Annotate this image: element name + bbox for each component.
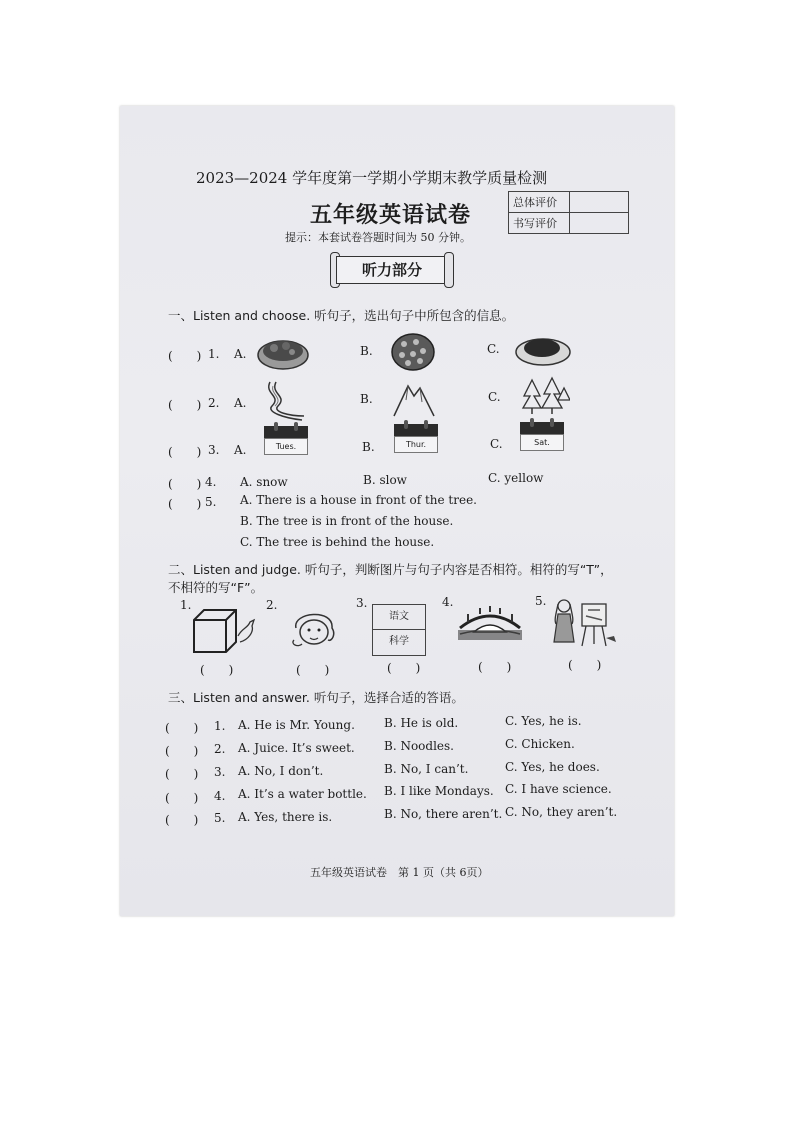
option-c: C. The tree is behind the house. xyxy=(240,535,435,549)
forest-icon xyxy=(520,376,570,416)
option-a: A. There is a house in front of the tree. xyxy=(240,493,477,507)
question-number: 2. xyxy=(208,396,220,410)
question-number: 1. xyxy=(208,347,220,361)
calendar-icon xyxy=(394,424,438,454)
option-c: C. xyxy=(488,390,501,404)
option-b: B. xyxy=(360,392,373,406)
answer-blank[interactable]: ( ) xyxy=(165,813,199,827)
subject-science: 科学 xyxy=(389,636,409,647)
section1-heading: 一、Listen and choose. 听句子，选出句子中所包含的信息。 xyxy=(168,308,515,323)
steak-plate-icon xyxy=(514,330,572,368)
option-a: A. xyxy=(234,443,247,457)
box-cat-icon xyxy=(192,606,258,654)
picture-number: 4. xyxy=(442,595,454,609)
bridge-icon xyxy=(458,602,522,642)
section3-heading: 三、Listen and answer. 听句子，选择合适的答语。 xyxy=(168,690,464,705)
option-b: B. He is old. xyxy=(384,716,459,730)
girl-face-icon xyxy=(288,606,342,650)
listening-banner-label: 听力部分 xyxy=(336,256,448,284)
eval-total-label: 总体评价 xyxy=(509,192,570,213)
option-a: A. It’s a water bottle. xyxy=(238,787,367,801)
food-bowl-icon xyxy=(256,333,310,371)
option-b: B. No, there aren’t. xyxy=(384,807,503,821)
option-b: B. slow xyxy=(363,473,407,487)
answer-blank[interactable]: ( ) xyxy=(165,791,199,805)
answer-blank[interactable]: ( ) xyxy=(168,445,202,459)
calendar-day: Thur. xyxy=(394,436,438,453)
option-a: A. He is Mr. Young. xyxy=(238,718,355,732)
listening-banner xyxy=(330,252,454,286)
main-title: 五年级英语试卷 xyxy=(310,202,472,228)
answer-blank[interactable]: ( ) xyxy=(165,721,199,735)
option-b: B. Noodles. xyxy=(384,739,454,753)
subject-card xyxy=(372,604,426,656)
answer-blank[interactable]: ( ) xyxy=(168,477,202,491)
judge-blank[interactable]: ( ) xyxy=(200,663,234,677)
option-a: A. Juice. It’s sweet. xyxy=(238,741,355,755)
option-a: A. Yes, there is. xyxy=(238,810,333,824)
time-hint: 提示：本套试卷答题时间为 50 分钟。 xyxy=(285,231,471,244)
exam-title: 2023—2024 学年度第一学期小学期末教学质量检测 xyxy=(196,169,548,187)
evaluation-table xyxy=(508,191,629,234)
option-b: B. The tree is in front of the house. xyxy=(240,514,454,528)
question-number: 4. xyxy=(214,789,226,803)
option-a: A. snow xyxy=(240,475,288,489)
question-number: 4. xyxy=(205,475,217,489)
eval-writing-label: 书写评价 xyxy=(509,213,570,234)
eval-writing-box[interactable] xyxy=(570,213,629,234)
option-c: C. xyxy=(487,342,500,356)
option-b: B. xyxy=(362,440,375,454)
answer-blank[interactable]: ( ) xyxy=(165,744,199,758)
judge-blank[interactable]: ( ) xyxy=(478,660,512,674)
option-c: C. Yes, he does. xyxy=(505,760,600,774)
question-number: 2. xyxy=(214,742,226,756)
picture-number: 1. xyxy=(180,598,192,612)
judge-blank[interactable]: ( ) xyxy=(296,663,330,677)
judge-blank[interactable]: ( ) xyxy=(568,658,602,672)
option-b: B. I like Mondays. xyxy=(384,784,494,798)
calendar-icon xyxy=(520,422,564,452)
river-icon xyxy=(262,380,306,422)
section2-heading-cont: 不相符的写“F”。 xyxy=(168,580,264,595)
calendar-day: Tues. xyxy=(264,438,308,455)
option-c: C. No, they aren’t. xyxy=(505,805,618,819)
girl-painting-icon xyxy=(548,596,618,652)
scroll-curl-right xyxy=(444,252,454,288)
answer-blank[interactable]: ( ) xyxy=(168,497,202,511)
answer-blank[interactable]: ( ) xyxy=(168,349,202,363)
question-number: 3. xyxy=(214,765,226,779)
eval-total-box[interactable] xyxy=(570,192,629,213)
option-a: A. No, I don’t. xyxy=(238,764,324,778)
pizza-icon xyxy=(390,332,436,372)
subject-chinese: 语文 xyxy=(373,605,425,630)
option-c: C. yellow xyxy=(488,471,544,485)
option-c: C. Chicken. xyxy=(505,737,575,751)
question-number: 1. xyxy=(214,719,226,733)
calendar-day: Sat. xyxy=(520,434,564,451)
option-c: C. Yes, he is. xyxy=(505,714,582,728)
option-c: C. xyxy=(490,437,503,451)
section2-heading: 二、Listen and judge. 听句子，判断图片与句子内容是否相符。相符的写“T”， xyxy=(168,562,613,577)
option-a: A. xyxy=(234,347,247,361)
option-c: C. I have science. xyxy=(505,782,612,796)
answer-blank[interactable]: ( ) xyxy=(168,398,202,412)
picture-number: 2. xyxy=(266,598,278,612)
option-b: B. xyxy=(360,344,373,358)
judge-blank[interactable]: ( ) xyxy=(387,661,421,675)
mountain-icon xyxy=(392,380,436,418)
question-number: 5. xyxy=(205,495,217,509)
option-a: A. xyxy=(234,396,247,410)
option-b: B. No, I can’t. xyxy=(384,762,469,776)
picture-number: 5. xyxy=(535,594,547,608)
calendar-icon xyxy=(264,426,308,456)
answer-blank[interactable]: ( ) xyxy=(165,767,199,781)
question-number: 3. xyxy=(208,443,220,457)
question-number: 5. xyxy=(214,811,226,825)
picture-number: 3. xyxy=(356,596,368,610)
page-footer: 五年级英语试卷 第 1 页（共 6页） xyxy=(310,866,489,879)
